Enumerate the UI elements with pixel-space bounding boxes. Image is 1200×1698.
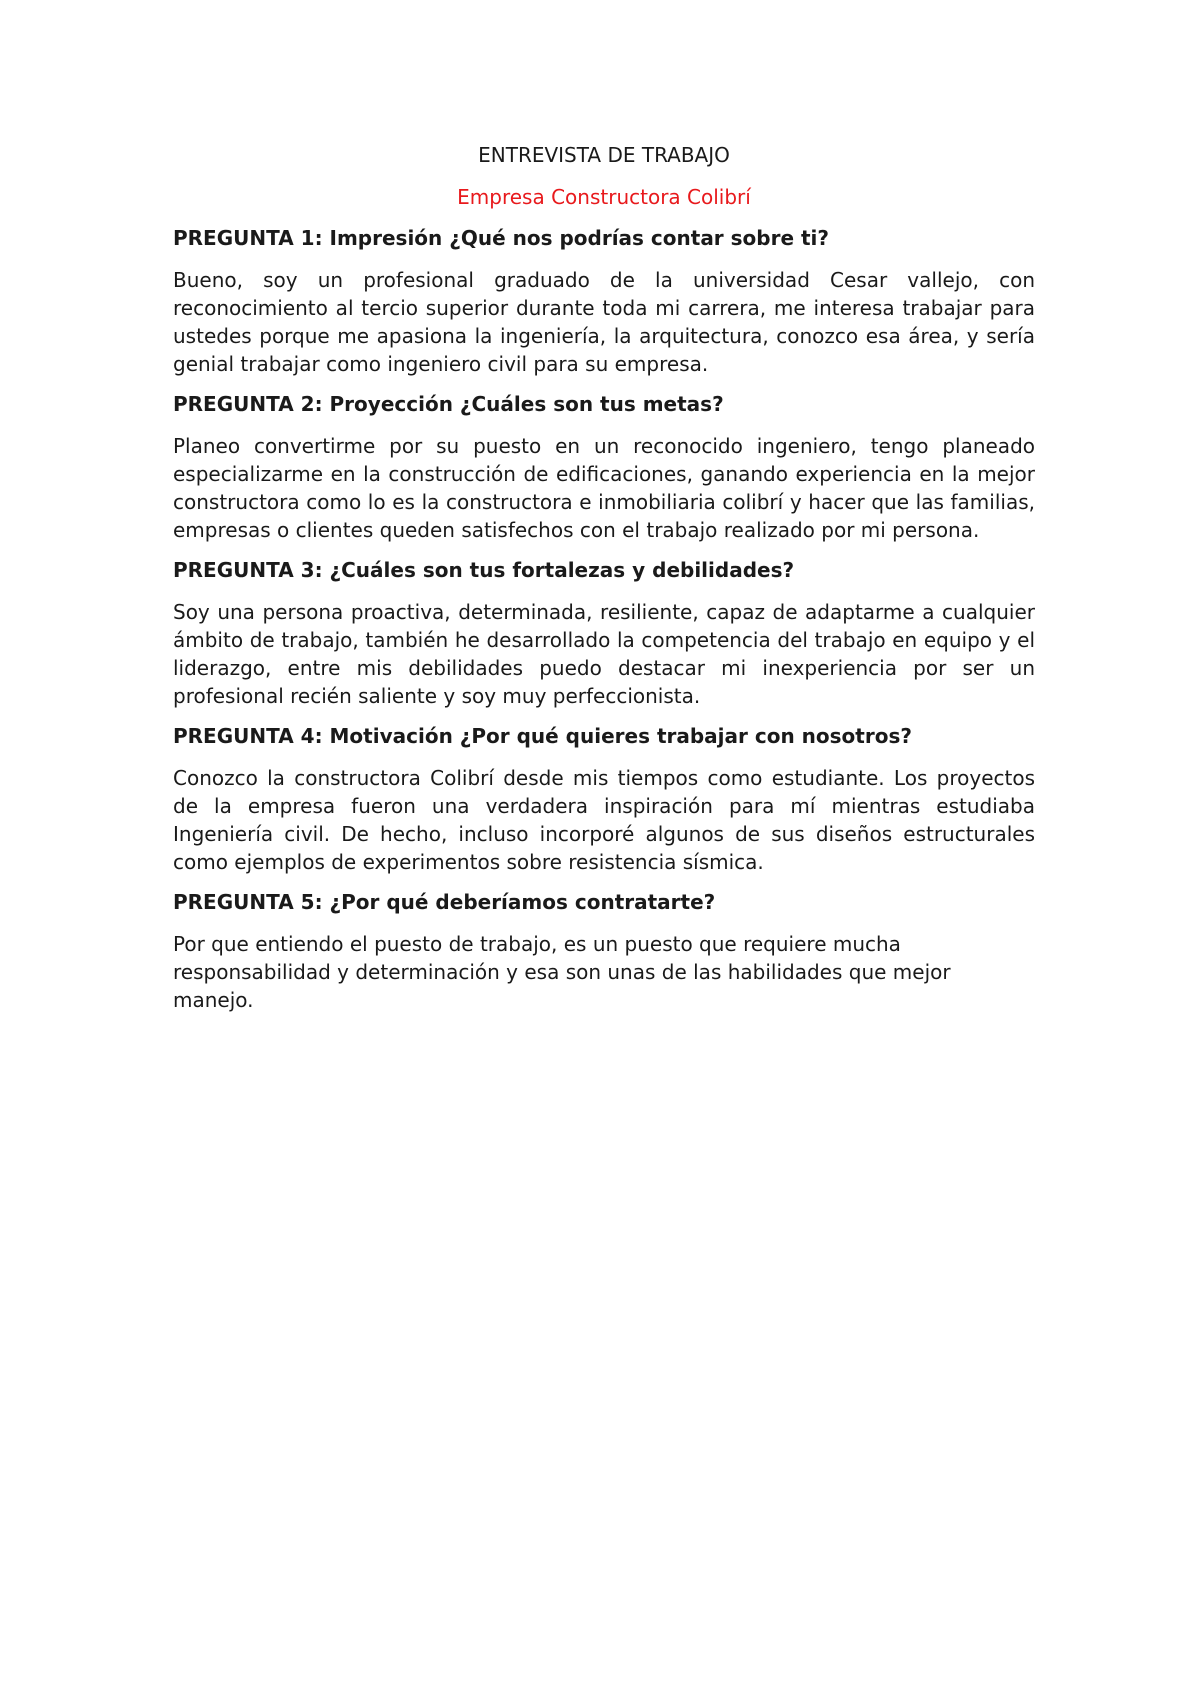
answer-1: Bueno, soy un profesional graduado de la universidad Cesar vallejo, con reconocimiento al tercio superior durante toda mi carrera, me interesa trabajar para ustedes porque me apasiona la ingeniería, la arquitectura, conozco esa área, y sería genial trabajar como ingeniero civil para su empresa. (173, 268, 1035, 376)
qa-section-1 (173, 224, 1035, 378)
question-4: PREGUNTA 4: Motivación ¿Por qué quieres trabajar con nosotros? (173, 724, 912, 748)
answer-2: Planeo convertirme por su puesto en un reconocido ingeniero, tengo planeado especializarme en la construcción de edificaciones, ganando experiencia en la mejor constructora como lo es la constructora e inmobiliaria colibrí y hacer que las familias, empresas o clientes queden satisfechos con el trabajo realizado por mi persona. (173, 434, 1035, 542)
document-subtitle: Empresa Constructora Colibrí (457, 185, 751, 209)
qa-section-3 (173, 556, 1035, 710)
question-2: PREGUNTA 2: Proyección ¿Cuáles son tus metas? (173, 392, 724, 416)
document-page (173, 140, 1035, 1026)
question-3: PREGUNTA 3: ¿Cuáles son tus fortalezas y debilidades? (173, 558, 795, 582)
answer-4: Conozco la constructora Colibrí desde mis tiempos como estudiante. Los proyectos de la empresa fueron una verdadera inspiración para mí mientras estudiaba Ingeniería civil. De hecho, incluso incorporé algunos de sus diseños estructurales como ejemplos de experimentos sobre resistencia sísmica. (173, 766, 1035, 874)
question-1: PREGUNTA 1: Impresión ¿Qué nos podrías contar sobre ti? (173, 226, 830, 250)
qa-section-5 (173, 888, 1035, 1014)
qa-section-2 (173, 390, 1035, 544)
question-5: PREGUNTA 5: ¿Por qué deberíamos contratarte? (173, 890, 716, 914)
answer-5: Por que entiendo el puesto de trabajo, es un puesto que requiere mucha responsabilidad y determinación y esa son unas de las habilidades que mejor manejo. (173, 932, 951, 1012)
qa-section-4 (173, 722, 1035, 876)
document-title: ENTREVISTA DE TRABAJO (478, 143, 730, 167)
answer-3: Soy una persona proactiva, determinada, resiliente, capaz de adaptarme a cualquier ámbito de trabajo, también he desarrollado la competencia del trabajo en equipo y el liderazgo, entre mis debilidades puedo destacar mi inexperiencia por ser un profesional recién saliente y soy muy perfeccionista. (173, 600, 1035, 708)
